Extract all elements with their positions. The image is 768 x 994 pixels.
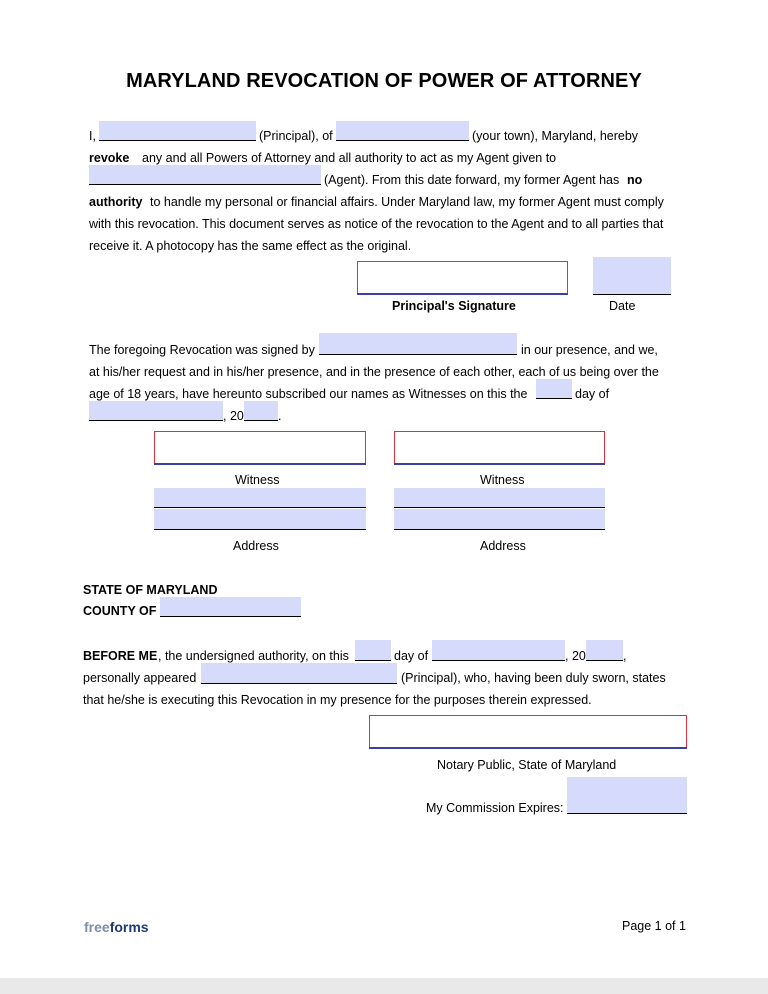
principal-signature-label: Principal's Signature — [392, 299, 516, 313]
freeforms-logo — [84, 919, 149, 935]
para2-line1-start: The foregoing Revocation was signed by — [89, 343, 315, 357]
revoke-text: revoke — [89, 151, 130, 165]
personally-appeared-text: personally appeared — [83, 671, 197, 685]
para2-line3-end: day of — [575, 387, 610, 401]
town-field[interactable] — [336, 121, 469, 141]
witness1-signature-field[interactable] — [154, 431, 366, 465]
notary-comma: , — [623, 649, 627, 663]
notary-day-field[interactable] — [355, 640, 391, 661]
notary-month-field[interactable] — [432, 640, 565, 661]
principal-signature-field[interactable] — [357, 261, 568, 295]
para2-line2: at his/her request and in his/her presence, and in the presence of each other, each of us being over the — [89, 365, 659, 379]
county-label: COUNTY OF — [83, 604, 157, 618]
para2-line3-start: age of 18 years, have hereunto subscribed our names as Witnesses on this the — [89, 387, 528, 401]
witness2-address-line1[interactable] — [394, 488, 605, 508]
date-label: Date — [609, 299, 636, 313]
principal-label: (Principal), of — [259, 129, 333, 143]
notary-year-field[interactable] — [586, 640, 623, 661]
witness2-label: Witness — [480, 473, 525, 487]
witness1-address-line2[interactable] — [154, 509, 366, 530]
notary-line1-rest: , the undersigned authority, on this — [158, 649, 349, 663]
state-label: STATE OF MARYLAND — [83, 583, 218, 597]
signed-by-field[interactable] — [319, 333, 517, 355]
agent-label: (Agent). From this date forward, my former Agent has — [324, 173, 620, 187]
notary-public-label: Notary Public, State of Maryland — [437, 758, 617, 772]
authority-text: authority — [89, 195, 143, 209]
para1-line4: to handle my personal or financial affairs. Under Maryland law, my former Agent must comply — [150, 195, 664, 209]
para1-line2: any and all Powers of Attorney and all authority to act as my Agent given to — [142, 151, 557, 165]
para2-line1-end: in our presence, and we, — [521, 343, 658, 357]
witness2-address-line2[interactable] — [394, 509, 605, 530]
witness-year-prefix: , 20 — [223, 409, 244, 423]
before-me-text: BEFORE ME — [83, 649, 158, 663]
address1-label: Address — [233, 539, 279, 553]
notary-signature-field[interactable] — [369, 715, 687, 749]
county-field[interactable] — [160, 597, 301, 617]
no-text: no — [627, 173, 643, 187]
commission-label: My Commission Expires: — [426, 801, 564, 815]
para2-period: . — [278, 409, 282, 423]
page-number: Page 1 of 1 — [622, 919, 686, 933]
witness-year-field[interactable] — [244, 401, 278, 421]
date-field[interactable] — [593, 257, 671, 295]
witness-day-field[interactable] — [536, 379, 572, 399]
notary-day-of: day of — [394, 649, 429, 663]
principal-sworn-text: (Principal), who, having been duly sworn, states — [401, 671, 666, 685]
agent-name-field[interactable] — [89, 165, 321, 185]
principal-name-field[interactable] — [99, 121, 256, 141]
document-title: MARYLAND REVOCATION OF POWER OF ATTORNEY — [126, 70, 642, 92]
witness-month-field[interactable] — [89, 401, 223, 421]
notary-line3: that he/she is executing this Revocation in my presence for the purposes therein expressed. — [83, 693, 592, 707]
para1-line5: with this revocation. This document serves as notice of the revocation to the Agent and to all parties that — [89, 217, 664, 231]
viewer-bottom-bar — [0, 978, 768, 994]
notary-year-prefix: , 20 — [565, 649, 586, 663]
witness2-signature-field[interactable] — [394, 431, 605, 465]
witness1-address-line1[interactable] — [154, 488, 366, 508]
appeared-name-field[interactable] — [201, 663, 397, 684]
commission-expires-field[interactable] — [567, 777, 687, 814]
logo-forms-text: forms — [109, 919, 149, 935]
logo-free-text: free — [84, 919, 110, 935]
town-label: (your town), Maryland, hereby — [472, 129, 639, 143]
address2-label: Address — [480, 539, 526, 553]
witness1-label: Witness — [235, 473, 280, 487]
text-i: I, — [89, 129, 96, 143]
para1-line6: receive it. A photocopy has the same effect as the original. — [89, 239, 412, 253]
